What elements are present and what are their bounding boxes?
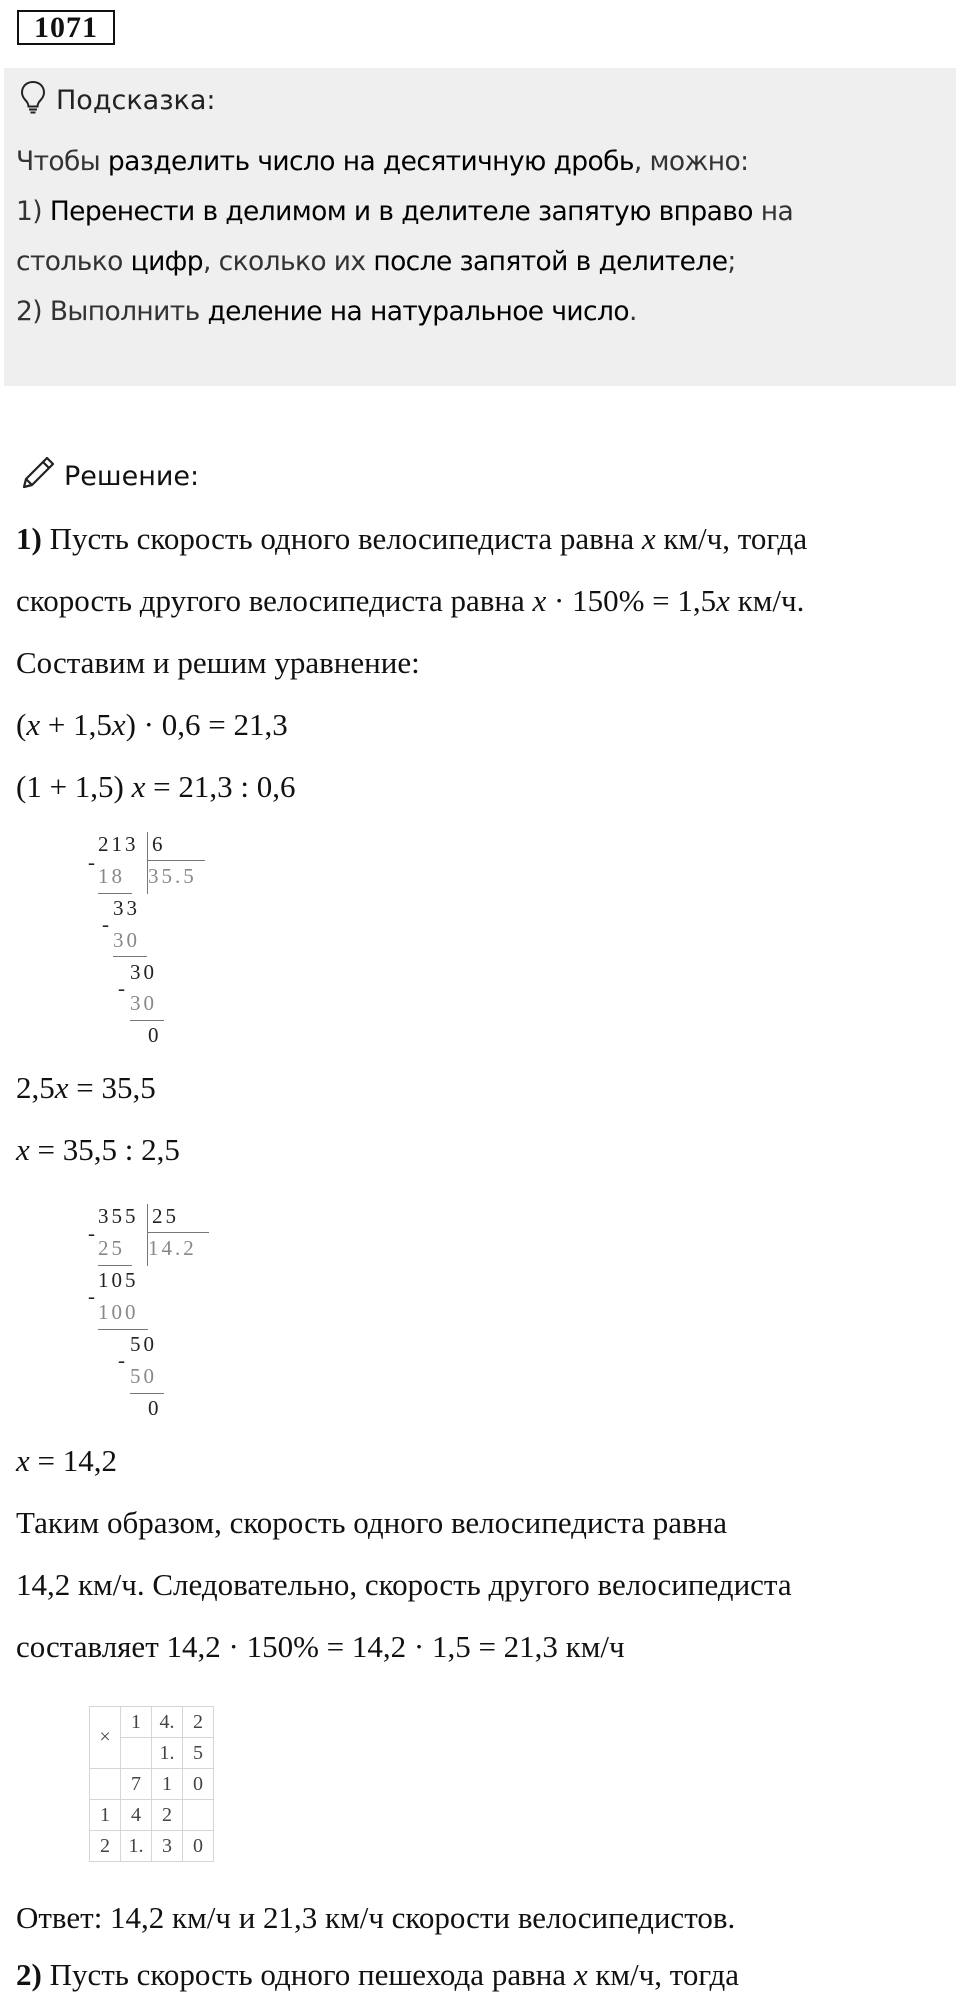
digit-cell: 2 xyxy=(152,1800,183,1831)
minus-sign: - xyxy=(118,976,128,1000)
subtrahend: 18 xyxy=(98,864,125,888)
mult-sign: × xyxy=(90,1707,121,1769)
remainder: 30 xyxy=(130,960,157,984)
solution-line-1 xyxy=(16,521,807,557)
multiplication-table xyxy=(89,1706,214,1862)
hint-text: , можно: xyxy=(633,146,749,177)
subtrahend: 30 xyxy=(130,991,157,1015)
minus-sign: - xyxy=(88,850,98,874)
digit-cell: 1. xyxy=(152,1738,183,1769)
minus-sign: - xyxy=(102,912,112,936)
text: Пусть скорость одного пешехода равна xyxy=(41,1957,574,1992)
remainder: 33 xyxy=(113,896,140,920)
minus-sign: - xyxy=(118,1348,128,1372)
hint-text: ; xyxy=(727,246,736,277)
digit-cell: 1 xyxy=(121,1707,152,1738)
text: 2,5 xyxy=(16,1070,55,1105)
equation-1 xyxy=(16,707,288,743)
divisor: 6 xyxy=(152,832,166,856)
subtrahend: 50 xyxy=(130,1364,157,1388)
variable: x xyxy=(16,1132,30,1167)
subtrahend: 100 xyxy=(98,1300,139,1324)
quotient: 14.2 xyxy=(148,1236,197,1260)
equation-4 xyxy=(16,1132,180,1168)
pencil-icon xyxy=(20,455,64,498)
remainder: 105 xyxy=(98,1268,139,1292)
hint-text: . xyxy=(628,296,637,327)
hint-emphasis: после запятой в делителе xyxy=(373,246,728,277)
step-number: 1) xyxy=(16,521,42,556)
variable: x xyxy=(716,583,730,618)
hint-title-text: Подсказка: xyxy=(56,84,216,116)
lightbulb-icon xyxy=(20,80,56,121)
step-number: 2) xyxy=(16,1957,42,1992)
equation-5 xyxy=(16,1443,117,1479)
digit-cell: 0 xyxy=(183,1769,214,1800)
variable: x xyxy=(573,1957,588,1992)
digit-cell: 1 xyxy=(152,1769,183,1800)
variable: x xyxy=(641,521,656,556)
variable: x xyxy=(16,1443,30,1478)
subtrahend: 25 xyxy=(98,1236,125,1260)
minus-sign: - xyxy=(88,1284,98,1308)
final-remainder: 0 xyxy=(148,1023,162,1047)
digit-cell: 2 xyxy=(183,1707,214,1738)
text: ) · 0,6 = 21,3 xyxy=(125,707,288,742)
hint-text: 1) xyxy=(16,196,50,227)
hint-text: столько xyxy=(16,246,131,277)
hint-emphasis: цифр xyxy=(130,246,203,277)
hint-line-1 xyxy=(16,146,748,177)
hint-line-4 xyxy=(16,296,637,327)
quotient: 35.5 xyxy=(148,864,197,888)
dividend: 355 xyxy=(98,1204,139,1228)
text: Пусть скорость одного велосипедиста равна xyxy=(41,521,642,556)
variable: x xyxy=(26,707,41,742)
text: = 21,3 : 0,6 xyxy=(145,769,296,804)
digit-cell xyxy=(90,1769,121,1800)
digit-cell: 0 xyxy=(183,1831,214,1862)
solution-line-11: составляет 14,2 · 150% = 14,2 · 1,5 = 21,3 км/ч xyxy=(16,1629,625,1664)
subtrahend: 30 xyxy=(113,928,140,952)
solution-title xyxy=(20,455,199,497)
solution-title-text: Решение: xyxy=(64,460,200,492)
divisor: 25 xyxy=(152,1204,179,1228)
solution-line-9: Таким образом, скорость одного велосипедиста равна xyxy=(16,1505,727,1540)
variable: x xyxy=(111,707,126,742)
text: км/ч, тогда xyxy=(655,521,808,556)
mult-row xyxy=(90,1707,214,1738)
variable: x xyxy=(532,583,547,618)
mult-row xyxy=(90,1831,214,1862)
text: ( xyxy=(16,707,27,742)
digit-cell: 5 xyxy=(183,1738,214,1769)
mult-row xyxy=(90,1800,214,1831)
variable: x xyxy=(54,1070,69,1105)
digit-cell: 4. xyxy=(152,1707,183,1738)
digit-cell: 1 xyxy=(90,1800,121,1831)
task-number: 1071 xyxy=(17,10,115,45)
hint-emphasis: разделить число на десятичную дробь xyxy=(107,146,634,177)
hint-text: , сколько их xyxy=(202,246,374,277)
hint-text: 2) Выполнить xyxy=(16,296,208,327)
text: + 1,5 xyxy=(40,707,112,742)
equation-2 xyxy=(16,769,296,805)
text: (1 + 1,5) xyxy=(16,769,132,804)
final-remainder: 0 xyxy=(148,1396,162,1420)
text: = 14,2 xyxy=(29,1443,117,1478)
text: км/ч, тогда xyxy=(587,1957,740,1992)
text: км/ч. xyxy=(729,583,805,618)
dividend: 213 xyxy=(98,832,139,856)
hint-emphasis: Перенести в делимом и в делителе запятую вправо xyxy=(49,196,753,227)
digit-cell: 4 xyxy=(121,1800,152,1831)
text: = 35,5 xyxy=(68,1070,156,1105)
answer-line: Ответ: 14,2 км/ч и 21,3 км/ч скорости велосипедистов. xyxy=(16,1900,736,1935)
mult-row xyxy=(90,1769,214,1800)
digit-cell xyxy=(121,1738,152,1769)
hint-line-2 xyxy=(16,196,793,227)
solution-line-13 xyxy=(16,1957,739,1993)
digit-cell xyxy=(183,1800,214,1831)
equation-3 xyxy=(16,1070,156,1106)
text: · 150% = 1,5 xyxy=(546,583,717,618)
variable: x xyxy=(131,769,146,804)
text: скорость другого велосипедиста равна xyxy=(16,583,533,618)
digit-cell: 2 xyxy=(90,1831,121,1862)
digit-cell: 3 xyxy=(152,1831,183,1862)
digit-cell: 1. xyxy=(121,1831,152,1862)
solution-line-10: 14,2 км/ч. Следовательно, скорость другого велосипедиста xyxy=(16,1567,792,1602)
solution-line-3: Составим и решим уравнение: xyxy=(16,645,420,680)
hint-text: на xyxy=(752,196,794,227)
minus-sign: - xyxy=(88,1221,98,1245)
hint-line-3 xyxy=(16,246,736,277)
solution-line-2 xyxy=(16,583,804,619)
hint-text: Чтобы xyxy=(16,146,108,177)
text: = 35,5 : 2,5 xyxy=(29,1132,180,1167)
hint-emphasis: деление на натуральное число xyxy=(207,296,629,327)
hint-title xyxy=(20,80,216,120)
digit-cell: 7 xyxy=(121,1769,152,1800)
remainder: 50 xyxy=(130,1332,157,1356)
